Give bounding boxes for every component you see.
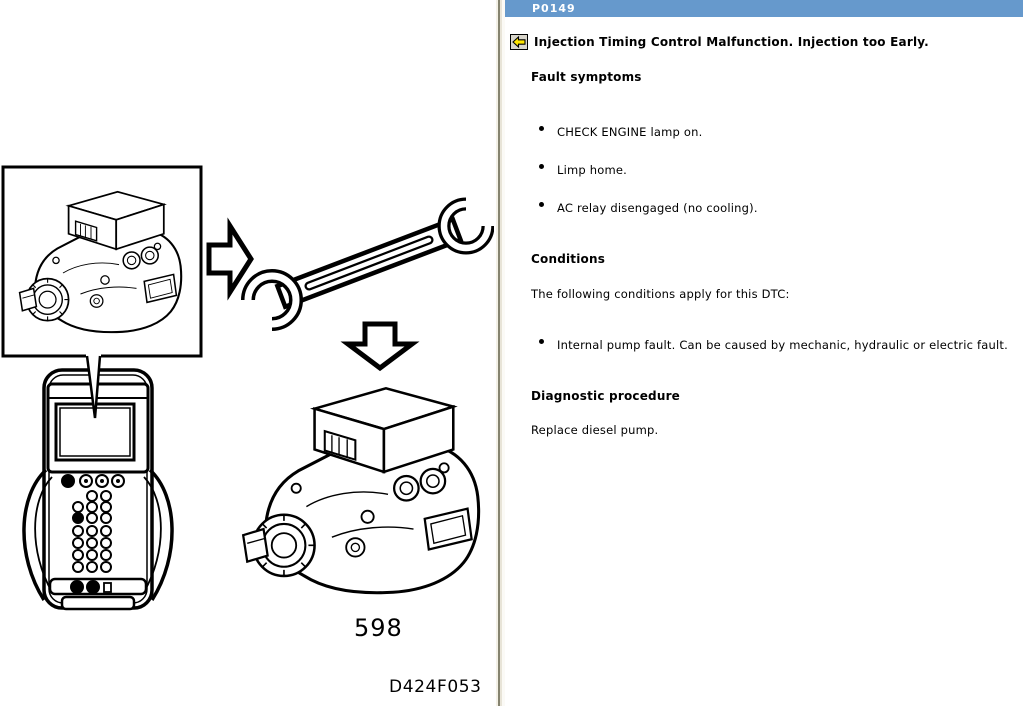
back-arrow-icon[interactable]	[510, 34, 528, 50]
dtc-title: Injection Timing Control Malfunction. Injection too Early.	[534, 35, 929, 49]
fault-symptom-text: CHECK ENGINE lamp on.	[557, 125, 703, 139]
open-end-wrench-icon	[248, 204, 488, 324]
diagnostic-procedure-text: Replace diesel pump.	[531, 423, 659, 437]
bullet-icon	[539, 202, 544, 207]
conditions-heading: Conditions	[531, 252, 606, 266]
dtc-content-panel	[505, 0, 1023, 706]
dtc-code: P0149	[532, 2, 576, 15]
down-arrow-icon	[348, 324, 412, 368]
bullet-icon	[539, 164, 544, 169]
condition-item	[539, 334, 1009, 356]
bullet-icon	[539, 126, 544, 131]
fault-symptom-text: Limp home.	[557, 163, 628, 177]
fault-symptom-text: AC relay disengaged (no cooling).	[557, 201, 758, 215]
fault-symptom-item	[539, 159, 627, 181]
conditions-intro: The following conditions apply for this DTC:	[531, 287, 790, 301]
diagnostic-scan-tool	[24, 370, 172, 609]
dtc-title-row	[510, 34, 929, 50]
condition-text: Internal pump fault. Can be caused by mechanic, hydraulic or electric fault.	[557, 338, 1008, 352]
figure-code-label: D424F053	[389, 677, 482, 697]
injection-pump-in-frame	[3, 167, 201, 356]
injection-pump-large	[243, 388, 478, 592]
bullet-icon	[539, 339, 544, 344]
diagnostic-procedure-heading: Diagnostic procedure	[531, 389, 681, 403]
fault-symptoms-heading: Fault symptoms	[531, 70, 642, 84]
fault-symptom-item	[539, 121, 702, 143]
pump-figure-number: 598	[354, 614, 403, 642]
figure-illustration	[0, 0, 495, 706]
panel-splitter[interactable]	[494, 0, 505, 706]
figure-panel	[0, 0, 495, 706]
dtc-header-bar	[505, 0, 1023, 17]
right-arrow-icon	[209, 226, 251, 292]
fault-symptom-item	[539, 197, 758, 219]
